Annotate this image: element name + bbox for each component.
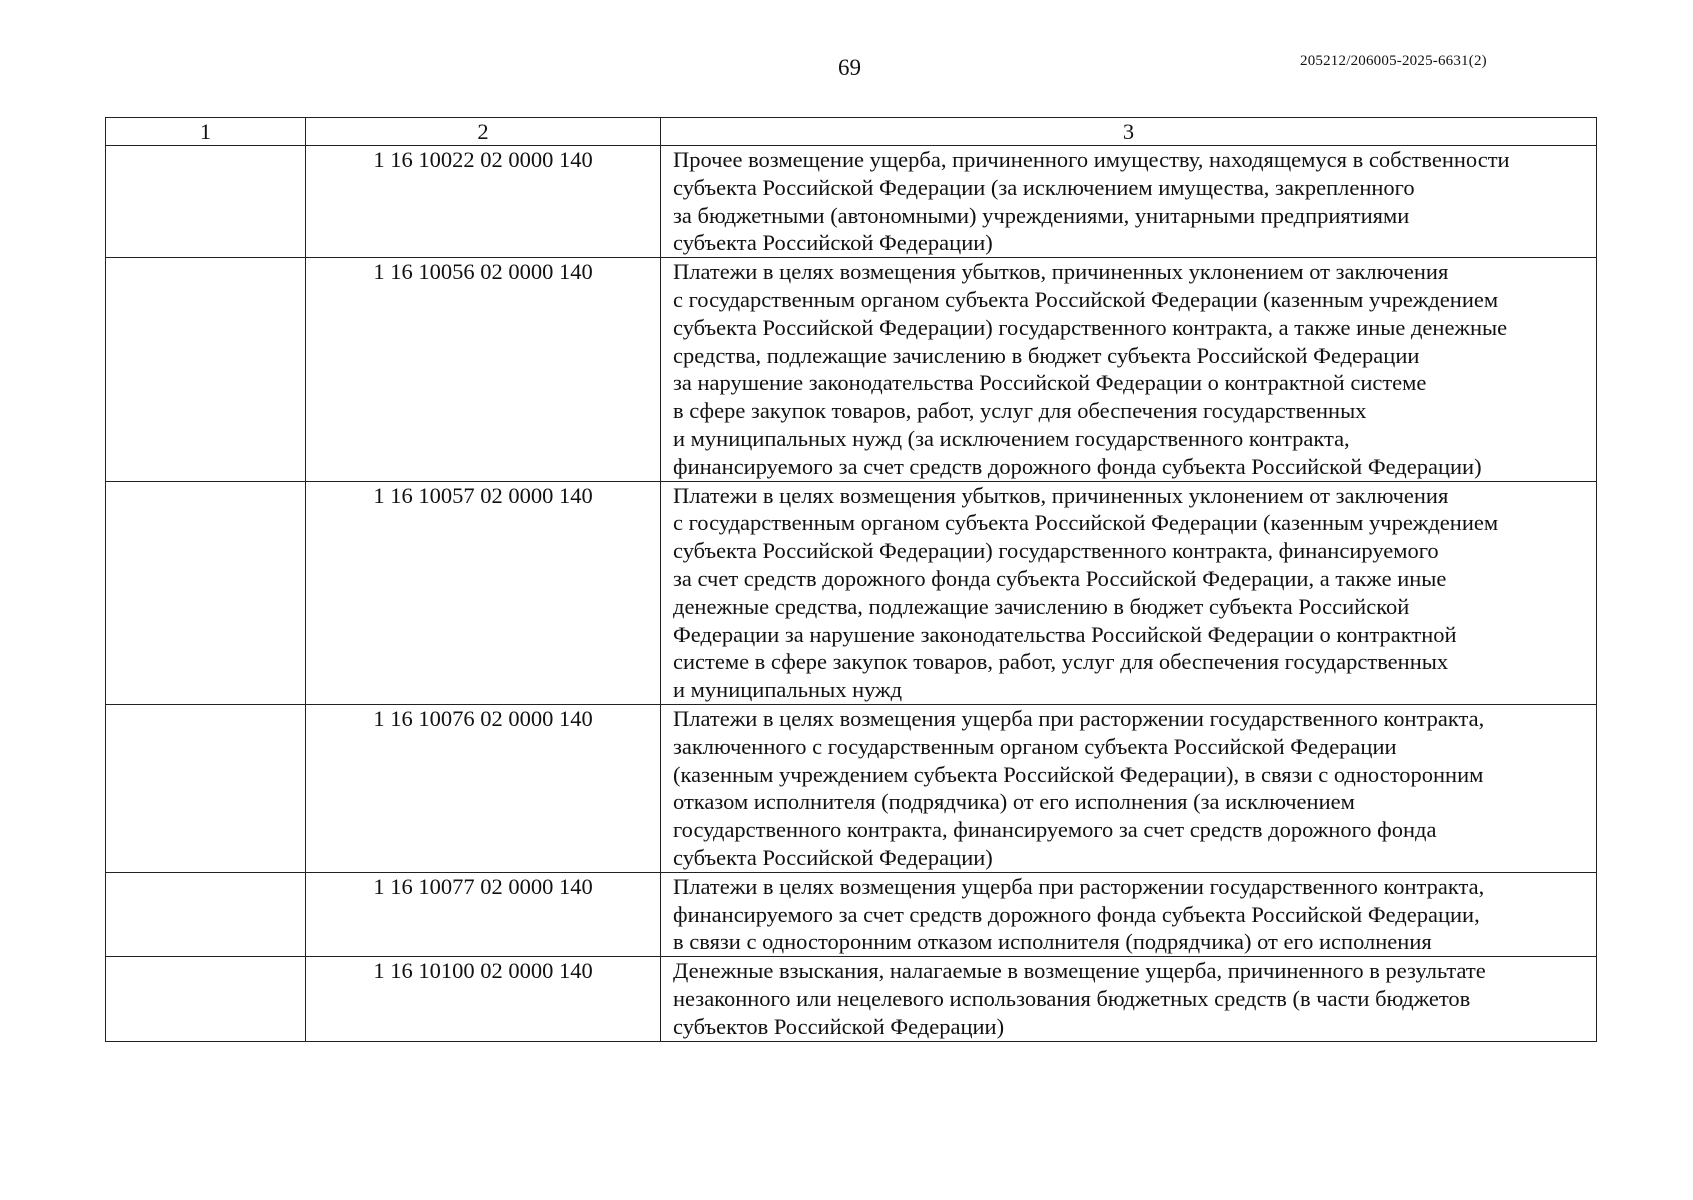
description-cell xyxy=(661,146,1597,258)
document-id: 205212/206005-2025-6631(2) xyxy=(1300,53,1487,69)
table-row xyxy=(106,704,1597,872)
description-line: в связи с односторонним отказом исполнителя (подрядчика) от его исполнения xyxy=(673,929,1432,955)
revenue-code-cell: 1 16 10100 02 0000 140 xyxy=(306,957,661,1041)
description-line: субъекта Российской Федерации) государственного контракта, а также иные денежные xyxy=(673,314,1508,340)
cell-column-1 xyxy=(106,481,306,704)
description-line: Денежные взыскания, налагаемые в возмещение ущерба, причиненного в результате xyxy=(673,958,1486,984)
description-line: Платежи в целях возмещения убытков, причиненных уклонением от заключения xyxy=(673,259,1449,285)
revenue-code-cell: 1 16 10076 02 0000 140 xyxy=(306,704,661,872)
description-line: (казенным учреждением субъекта Российской Федерации), в связи с односторонним xyxy=(673,761,1484,787)
table-row xyxy=(106,258,1597,481)
description-line: за счет средств дорожного фонда субъекта Российской Федерации, а также иные xyxy=(673,565,1447,591)
revenue-codes-table xyxy=(105,117,1597,1042)
cell-column-1 xyxy=(106,704,306,872)
description-line: заключенного с государственным органом субъекта Российской Федерации xyxy=(673,733,1397,759)
table-row xyxy=(106,872,1597,956)
description-cell xyxy=(661,258,1597,481)
page-number: 69 xyxy=(838,55,861,80)
column-header-2: 2 xyxy=(306,118,661,146)
description-line: Платежи в целях возмещения убытков, причиненных уклонением от заключения xyxy=(673,482,1449,508)
description-line: субъектов Российской Федерации) xyxy=(673,1013,1005,1039)
description-line: за нарушение законодательства Российской Федерации о контрактной системе xyxy=(673,370,1427,396)
description-line: средства, подлежащие зачислению в бюджет субъекта Российской Федерации xyxy=(673,342,1420,368)
description-line: и муниципальных нужд (за исключением государственного контракта, xyxy=(673,425,1350,451)
cell-column-1 xyxy=(106,146,306,258)
description-line: денежные средства, подлежащие зачислению в бюджет субъекта Российской xyxy=(673,593,1410,619)
description-line: субъекта Российской Федерации (за исключением имущества, закрепленного xyxy=(673,174,1415,200)
description-line: с государственным органом субъекта Российской Федерации (казенным учреждением xyxy=(673,510,1499,536)
revenue-code-cell: 1 16 10077 02 0000 140 xyxy=(306,872,661,956)
description-line: субъекта Российской Федерации) xyxy=(673,844,993,870)
description-line: субъекта Российской Федерации) государственного контракта, финансируемого xyxy=(673,538,1439,564)
cell-column-1 xyxy=(106,258,306,481)
cell-column-1 xyxy=(106,957,306,1041)
description-line: Прочее возмещение ущерба, причиненного имуществу, находящемуся в собственности xyxy=(673,147,1510,172)
description-line: Платежи в целях возмещения ущерба при расторжении государственного контракта, xyxy=(673,873,1485,899)
description-cell xyxy=(661,481,1597,704)
revenue-code-cell: 1 16 10022 02 0000 140 xyxy=(306,146,661,258)
description-cell xyxy=(661,704,1597,872)
description-cell xyxy=(661,957,1597,1041)
description-line: финансируемого за счет средств дорожного фонда субъекта Российской Федерации, xyxy=(673,901,1480,927)
table-row xyxy=(106,481,1597,704)
description-line: за бюджетными (автономными) учреждениями, унитарными предприятиями xyxy=(673,202,1410,228)
description-line: в сфере закупок товаров, работ, услуг для обеспечения государственных xyxy=(673,398,1367,424)
description-cell xyxy=(661,872,1597,956)
column-header-3: 3 xyxy=(661,118,1597,146)
cell-column-1 xyxy=(106,872,306,956)
table-header-row xyxy=(106,118,1597,146)
description-line: Федерации за нарушение законодательства Российской Федерации о контрактной xyxy=(673,621,1457,647)
description-line: Платежи в целях возмещения ущерба при расторжении государственного контракта, xyxy=(673,705,1485,731)
table-row xyxy=(106,146,1597,258)
table-body xyxy=(106,146,1597,1042)
description-line: с государственным органом субъекта Российской Федерации (казенным учреждением xyxy=(673,286,1499,312)
column-header-1: 1 xyxy=(106,118,306,146)
description-line: отказом исполнителя (подрядчика) от его исполнения (за исключением xyxy=(673,789,1355,815)
revenue-code-cell: 1 16 10057 02 0000 140 xyxy=(306,481,661,704)
table-row xyxy=(106,957,1597,1041)
description-line: и муниципальных нужд xyxy=(673,677,903,703)
description-line: системе в сфере закупок товаров, работ, услуг для обеспечения государственных xyxy=(673,649,1449,675)
description-line: незаконного или нецелевого использования бюджетных средств (в части бюджетов xyxy=(673,985,1471,1011)
revenue-code-cell: 1 16 10056 02 0000 140 xyxy=(306,258,661,481)
description-line: финансируемого за счет средств дорожного фонда субъекта Российской Федерации) xyxy=(673,453,1482,479)
description-line: государственного контракта, финансируемого за счет средств дорожного фонда xyxy=(673,817,1437,843)
description-line: субъекта Российской Федерации) xyxy=(673,230,993,256)
